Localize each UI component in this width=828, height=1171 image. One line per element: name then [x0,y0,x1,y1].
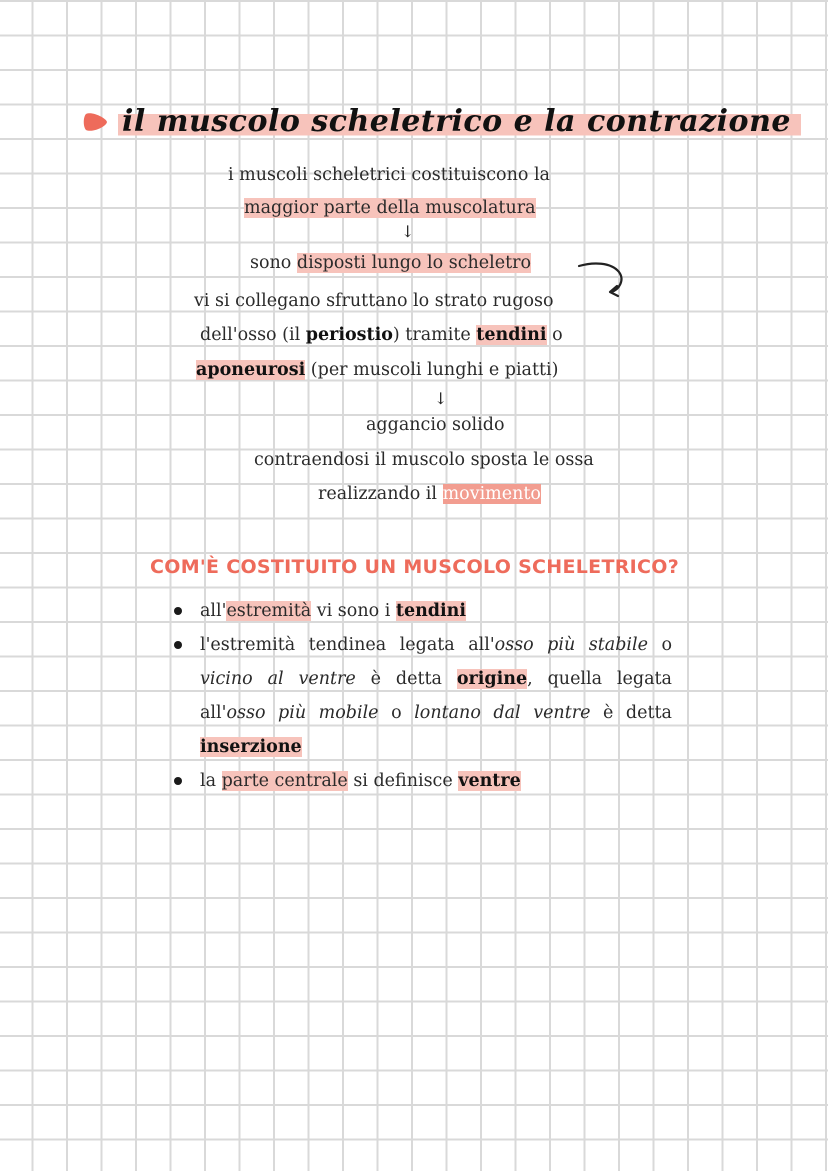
intro-line-6 [196,357,558,383]
intro-line-8: contraendosi il muscolo sposta le ossa [254,450,594,470]
text-osso-mobile: osso più mobile [226,703,379,723]
list-item [172,628,672,764]
highlight-movimento: movimento [442,484,541,504]
highlight-estremita: estremità [226,601,312,621]
term-inserzione: inserzione [200,737,302,757]
text-o-2: o [378,703,415,723]
intro-line-2 [244,195,536,221]
text-all: all' [200,601,227,621]
intro-line-7: aggancio solido [366,415,505,435]
term-periostio: periostio [305,325,393,345]
text-quella-legata: , quella legata all' [200,669,672,723]
term-tendini-2: tendini [395,601,467,621]
text-o-1: o [647,635,672,655]
text-o: o [546,325,563,345]
text-si-definisce: si definisce [347,771,459,791]
intro-line-4: vi si collegano sfruttano lo strato rugoso [194,291,554,311]
down-arrow-icon: ↓ [401,222,415,241]
text-realizzando: realizzando il [318,484,443,504]
text-tramite: ) tramite [392,325,477,345]
text-per-muscoli: (per muscoli lunghi e piatti) [305,360,559,380]
intro-line-1: i muscoli scheletrici costituiscono la [228,165,550,185]
list-item [172,594,672,628]
down-arrow-icon-2: ↓ [434,389,448,408]
title-block [82,98,791,158]
text-vi-sono: vi sono i [311,601,396,621]
text-e-detta-2: è detta [590,703,672,723]
title-bullet-icon [82,110,110,134]
text-lontano-ventre: lontano dal ventre [414,703,591,723]
text-e-detta: è detta [355,669,457,689]
bullet-dot-icon [174,641,182,649]
bullet-dot-icon [174,607,182,615]
text-estremita-tendinea: l'estremità tendinea legata all' [200,635,495,655]
text-osso-stabile: osso più stabile [494,635,648,655]
term-aponeurosi: aponeurosi [196,360,306,380]
text-dellosso: dell'osso (il [200,325,306,345]
section-heading: COM'È COSTITUITO UN MUSCOLO SCHELETRICO? [150,556,680,578]
text-la: la [200,771,222,791]
intro-line-5 [200,322,563,348]
term-ventre: ventre [458,771,521,791]
text-sono: sono [250,253,297,273]
highlight-maggior-parte: maggior parte della muscolatura [244,198,536,218]
page-title: il muscolo scheletrico e la contrazione [118,104,801,139]
bullet-dot-icon [174,777,182,785]
list-item [172,764,672,798]
intro-line-3 [250,250,531,276]
term-tendini: tendini [476,325,547,345]
intro-line-9 [318,481,541,507]
curved-arrow-icon [575,252,627,302]
term-origine: origine [456,669,528,689]
highlight-parte-centrale: parte centrale [221,771,348,791]
highlight-disposti: disposti lungo lo scheletro [296,253,532,273]
bullet-list [172,594,672,798]
text-vicino-ventre: vicino al ventre [200,669,356,689]
